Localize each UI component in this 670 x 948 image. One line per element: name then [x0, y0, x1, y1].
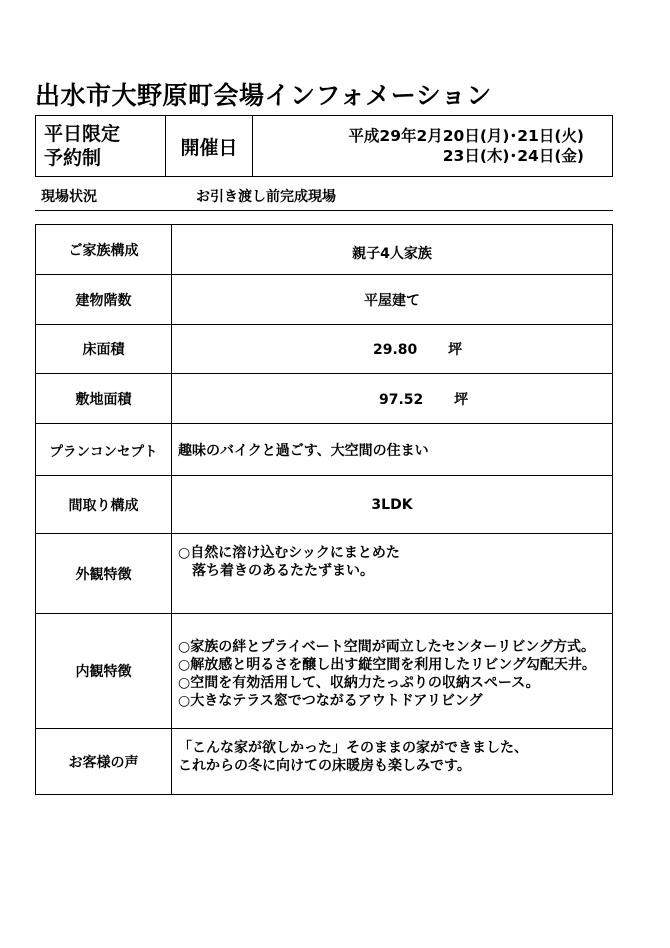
weekday-limited-text: 平日限定 [44, 123, 121, 145]
interior-line-3: ○空間を有効活用して、収納力たっぷりの収納スペース。 [178, 674, 540, 691]
table-row [36, 225, 613, 275]
site-area-label: 敷地面積 [36, 374, 172, 424]
voice-value [172, 729, 613, 795]
event-header [35, 115, 613, 177]
interior-line-2: ○解放感と明るさを醸し出す縦空間を利用したリビング勾配天井。 [178, 656, 596, 673]
site-area-number: 97.52 [379, 391, 424, 408]
interior-line-4: ○大きなテラス窓でつながるアウトドアリビング [178, 692, 483, 709]
floor-area-value [172, 325, 613, 374]
site-status-label: 現場状況 [41, 189, 97, 205]
site-status-value: お引き渡し前完成現場 [196, 189, 336, 205]
event-date-label: 開催日 [166, 116, 253, 176]
family-value: 親子4人家族 [172, 225, 613, 275]
floors-value: 平屋建て [172, 275, 613, 325]
exterior-label: 外観特徴 [36, 534, 172, 614]
site-status [35, 180, 613, 211]
exterior-value [172, 534, 613, 614]
table-row [36, 476, 613, 534]
weekday-reservation-label [36, 116, 166, 176]
table-row [36, 374, 613, 424]
floor-area-number: 29.80 [373, 342, 418, 358]
exterior-line-2: 落ち着きのあるたたずまい。 [192, 563, 374, 579]
table-row [36, 325, 613, 374]
concept-label: プランコンセプト [36, 424, 172, 476]
event-dates [253, 116, 612, 176]
voice-line-2: これからの冬に向けての床暖房も楽しみです。 [178, 758, 471, 774]
floor-area-unit: 坪 [448, 342, 463, 358]
voice-label: お客様の声 [36, 729, 172, 795]
interior-line-1: ○家族の絆とプライベート空間が両立したセンターリビング方式。 [178, 638, 595, 655]
interior-label: 内観特徴 [36, 614, 172, 729]
page-title: 出水市大野原町会場インフォメーション [35, 81, 492, 110]
table-row [36, 614, 613, 729]
interior-value [172, 614, 613, 729]
info-table [35, 224, 613, 795]
floor-area-label: 床面積 [36, 325, 172, 374]
table-row [36, 534, 613, 614]
event-dates-line2: 23日(木)･24日(金) [442, 147, 584, 165]
layout-value: 3LDK [172, 476, 613, 534]
floors-label: 建物階数 [36, 275, 172, 325]
table-row [36, 275, 613, 325]
table-row [36, 424, 613, 476]
table-row [36, 729, 613, 795]
site-area-unit: 坪 [454, 391, 469, 408]
concept-value: 趣味のバイクと過ごす、大空間の住まい [172, 424, 613, 476]
event-dates-line1: 平成29年2月20日(月)･21日(火) [348, 127, 584, 145]
site-area-value [172, 374, 613, 424]
layout-label: 間取り構成 [36, 476, 172, 534]
reservation-text: 予約制 [44, 147, 102, 169]
exterior-line-1: ○自然に溶け込むシックにまとめた [178, 545, 400, 561]
voice-line-1: 「こんな家が欲しかった」そのままの家ができました、 [178, 740, 528, 756]
family-label: ご家族構成 [36, 225, 172, 275]
